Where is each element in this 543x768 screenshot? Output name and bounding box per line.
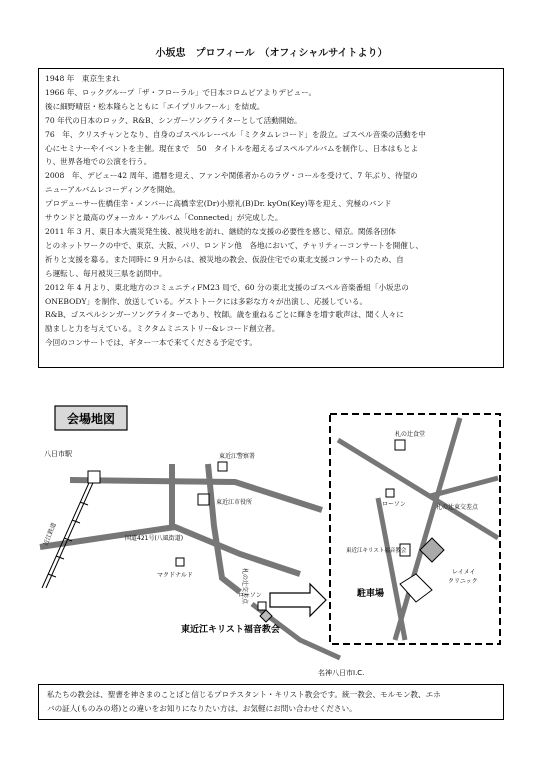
road-station-east — [70, 480, 322, 510]
church-left-label: 東近江キリスト福音教会 — [181, 625, 280, 635]
city-office-marker — [198, 494, 209, 505]
profile-line: 祈りと支援を募る。また同時に 9 月からは、被災地の教会、仮設住宅での東北支援コンサートのため、自 — [45, 254, 404, 264]
profile-box — [38, 68, 504, 368]
parking-label: 駐車場 — [357, 589, 385, 599]
route421-label: 国道421号(八風街道) — [125, 535, 184, 542]
page-title: 小坂忠 プロフィール （オフィシャルサイトより） — [155, 48, 388, 59]
profile-line: 心にセミナーやイベントを主催。現在まで 50 タイトルを超えるゴスペルアルバムを制作し、日本はもとよ — [45, 143, 419, 153]
profile-line: 2011 年 3 月、東日本大震災発生後、被災地を訪れ、継続的な支援の必要性を感じ、帰京。関係各団体 — [45, 226, 396, 236]
profile-line: 2012 年 4 月より、東北地方のコミュニティFM23 局で、60 分の東北支援のゴスペル音楽番組「小坂忠の — [45, 282, 409, 292]
station-marker — [88, 471, 100, 483]
notice-box — [38, 684, 504, 720]
police-marker — [218, 462, 227, 471]
clinic-label-1: レイメイ — [452, 569, 476, 576]
profile-line: 1966 年、ロックグループ「ザ・フローラル」で日本コロムビアよりデビュー。 — [45, 87, 317, 97]
police-label: 東近江警察署 — [219, 453, 256, 460]
profile-line: 今回のコンサートでは、ギター一本で来てくださる予定です。 — [45, 338, 257, 348]
clinic-label-2: クリニック — [448, 578, 478, 585]
profile-line: 2008 年、デビュー42 周年、還暦を迎え、ファンや関係者からのラヴ・コールを受けて、7 年ぶり、待望の — [45, 171, 418, 181]
fudanotsuji-east-label: 札の辻東交差点 — [436, 504, 479, 511]
station-label: 八日市駅 — [44, 450, 72, 458]
profile-line: サウンドと最高のヴォーカル・アルバム「Connected」が完成した。 — [45, 213, 283, 223]
profile-line: 1948 年 東京生まれ — [45, 74, 120, 83]
profile-line: とのネットワークの中で、東京、大阪、パリ、ロンドン他 各地において、チャリティーコンサートを開催し、 — [45, 240, 424, 250]
notice-line: 私たちの教会は、聖書を神さまのことばと信じるプロテスタント・キリスト教会です。統一教会、モルモン教、エホ — [47, 690, 441, 699]
lawson-right-label: ローソン — [382, 501, 406, 508]
church-right-label: 東近江キリスト福音教会 — [346, 548, 407, 554]
profile-line: ニューアルバムレコーディングを開始。 — [45, 185, 180, 195]
lawson-left-label: ローソン — [238, 592, 262, 599]
profile-line: R&B、ゴスペルシンガーソングライターであり、牧師。歳を重ねるごとに輝きを増す歌声は、聞く人々に — [45, 310, 404, 320]
profile-line: ONEBODY」を制作、放送している。ゲストトークには多彩な方々が出演し、応援している。 — [45, 296, 368, 306]
profile-line: 後に細野晴臣・松本隆らとともに「エイプリルフール」を結成。 — [45, 101, 265, 111]
notice-line: バの証人(ものみの塔)との違いをお知りになりたい方は、お気軽にお問い合わせください。 — [47, 704, 357, 713]
mcdonalds-label: マクドナルド — [157, 572, 193, 579]
fudanotsuji-shokudo-label: 札の辻食堂 — [395, 431, 426, 438]
profile-line: 励ましと力を与えている。ミクタムミニストリー&レコード創立者。 — [45, 324, 280, 334]
mcdonalds-marker — [176, 558, 184, 566]
meishin-label: 名神八日市I.C. — [318, 669, 365, 677]
map-title: 会場地図 — [66, 412, 116, 426]
route-arrow — [270, 584, 326, 616]
profile-line: プロデューサー佐橋佳幸・メンバーに高橋幸宏(Dr)小原礼(B)Dr. kyOn(Key)等を迎え、究極のバンド — [45, 199, 392, 209]
inset-roads — [338, 418, 498, 640]
lawson-right-marker — [386, 489, 394, 497]
profile-line: ら運転し、毎月被災三県を訪問中。 — [45, 268, 167, 278]
fudanotsuji-left-label: 札の辻交差点 — [241, 568, 248, 605]
fudanotsuji-shokudo-marker — [395, 440, 405, 450]
city-office-label: 東近江市役所 — [216, 499, 253, 506]
lawson-left-marker — [258, 602, 266, 610]
profile-line: り、世界各地での公演を行う。 — [45, 157, 152, 167]
venue-map — [0, 378, 543, 678]
railway-label: 近江鉄道 — [42, 521, 58, 547]
profile-line: 70 年代の日本のロック、R&B、シンガーソングライターとして活動開始。 — [45, 115, 302, 125]
profile-line: 76 年、クリスチャンとなり、自身のゴスペルレーベル「ミクタムレコード」を設立。ゴスペル音楽の活動を中 — [45, 129, 426, 139]
